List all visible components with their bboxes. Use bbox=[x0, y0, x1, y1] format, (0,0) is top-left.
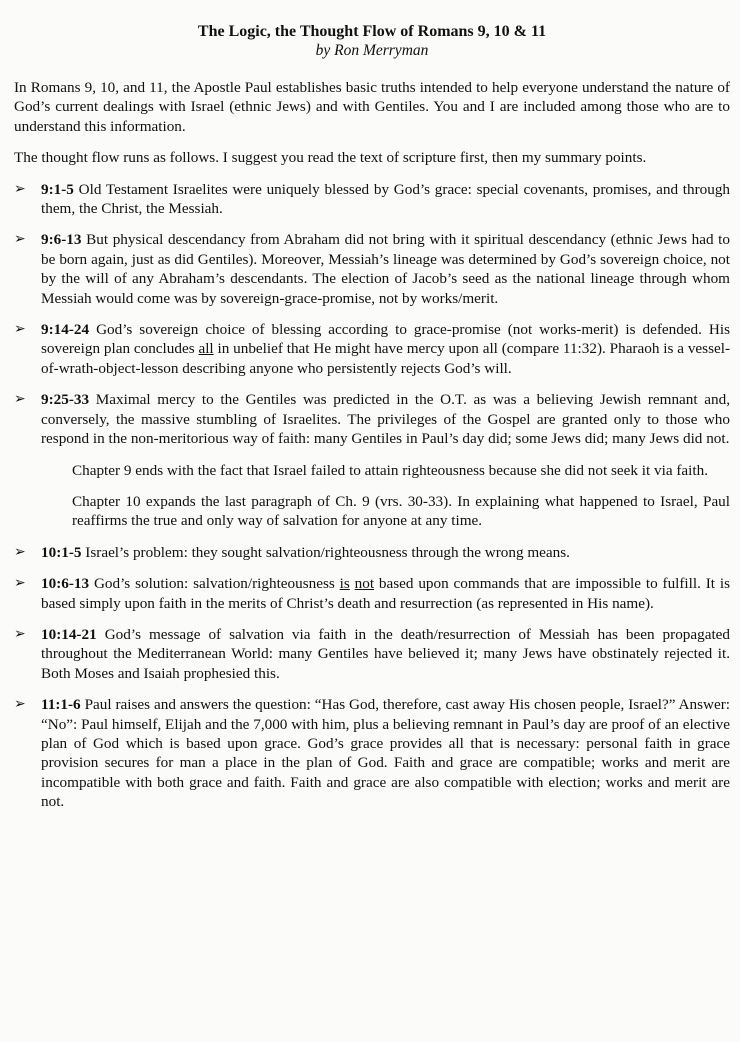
arrowhead-bullet-icon: ➢ bbox=[14, 321, 26, 338]
document-author: by Ron Merryman bbox=[315, 42, 429, 59]
arrowhead-bullet-icon: ➢ bbox=[14, 625, 26, 642]
point-text: Old Testament Israelites were uniquely blessed by God’s grace: special covenants, promises, and through them, the Christ, the Messiah. bbox=[41, 180, 731, 218]
scripture-ref: 10:6-13 bbox=[41, 575, 90, 593]
scripture-ref: 9:1-5 bbox=[41, 180, 74, 198]
point-text-cont: in unbelief that He might have mercy upon all (compare 11:32). Pharaoh is a vessel-of-wrath-object-lesson describing anyone who persistently rejects God’s will. bbox=[41, 340, 730, 377]
point-text: Israel’s problem: they sought salvation/righteousness through the wrong means. bbox=[85, 543, 570, 561]
arrowhead-bullet-icon: ➢ bbox=[14, 180, 26, 197]
scripture-ref: 11:1-6 bbox=[41, 696, 81, 714]
document-title: The Logic, the Thought Flow of Romans 9, 10 & 11 bbox=[197, 23, 547, 40]
point-text: But physical descendancy from Abraham did not bring with it spiritual descendancy (ethnic Jews had to be born again, just as did Gentiles). Moreover, Messiah’s lineage was determined by God’s sovereign choice, not by the will of any Abraham’s descendants. The election of Jacob’s seed as the national lineage through whom Messiah would come was by sovereign-grace-promise, not by works/merit. bbox=[41, 231, 730, 307]
intro-paragraph-1: In Romans 9, 10, and 11, the Apostle Paul establishes basic truths intended to help everyone understand the nature of God’s current dealings with Israel (ethnic Jews) and with Gentiles. You and I are included among those who are to understand this information. bbox=[14, 79, 730, 135]
underlined-word: not bbox=[354, 575, 375, 593]
chapter-note-2: Chapter 10 expands the last paragraph of Ch. 9 (vrs. 30-33). In explaining what happened to Israel, Paul reaffirms the true and only way of salvation for anyone at any time. bbox=[72, 492, 730, 530]
point-10-6-13 bbox=[14, 574, 730, 613]
point-10-1-5 bbox=[14, 543, 730, 562]
arrowhead-bullet-icon: ➢ bbox=[14, 231, 26, 248]
point-text-cont: based upon commands that are impossible to fulfill. It is based simply upon faith in the merits of Christ’s death and resurrection (as represented in His name). bbox=[41, 575, 730, 612]
point-11-1-6 bbox=[14, 695, 730, 811]
arrowhead-bullet-icon: ➢ bbox=[14, 391, 26, 408]
point-9-1-5 bbox=[14, 180, 730, 219]
scripture-ref: 10:14-21 bbox=[41, 625, 97, 643]
scripture-ref: 9:25-33 bbox=[41, 391, 90, 409]
arrowhead-bullet-icon: ➢ bbox=[14, 696, 26, 713]
scripture-ref: 9:6-13 bbox=[41, 231, 82, 249]
arrowhead-bullet-icon: ➢ bbox=[14, 575, 26, 592]
point-text: Paul raises and answers the question: “Has God, therefore, cast away His chosen people, Israel?” Answer: “No”: Paul himself, Elijah and the 7,000 with him, plus a believing remnant in Paul’s day are proof of an elective plan of God which is based upon grace. God’s grace provides all that is necessary: personal faith in grace provision secures for man a place in the plan of God. Faith and grace are compatible; works and merit are incompatible with both grace and faith. Faith and grace are also compatible with election; works and merit are not. bbox=[41, 696, 730, 811]
chapter-note-1: Chapter 9 ends with the fact that Israel failed to attain righteousness because she did not seek it via faith. bbox=[72, 461, 708, 479]
underlined-word: is bbox=[339, 575, 350, 593]
scripture-ref: 9:14-24 bbox=[41, 321, 90, 339]
point-10-14-21 bbox=[14, 625, 730, 683]
scripture-ref: 10:1-5 bbox=[41, 543, 82, 561]
arrowhead-bullet-icon: ➢ bbox=[14, 543, 26, 560]
intro-paragraph-2: The thought flow runs as follows. I suggest you read the text of scripture first, then my summary points. bbox=[14, 149, 647, 167]
point-text: God’s message of salvation via faith in the death/resurrection of Messiah has been propagated throughout the Mediterranean World: many Gentiles have believed it; many Jews have obstinately rejected it. Both Moses and Isaiah prophesied this. bbox=[41, 625, 731, 682]
point-9-6-13 bbox=[14, 230, 730, 308]
point-9-14-24 bbox=[14, 320, 730, 378]
point-text: God’s sovereign choice of blessing according to grace-promise (not works-merit) is defended. His sovereign plan concludes bbox=[41, 321, 730, 358]
point-text: Maximal mercy to the Gentiles was predicted in the O.T. as was a believing Jewish remnant and, conversely, the massive stumbling of Israelites. The privileges of the Gospel are granted only to those who respond in the non-meritorious way of faith: many Gentiles in Paul’s day did; some Jews did; many Jews did not. bbox=[41, 391, 731, 448]
point-9-25-33 bbox=[14, 390, 730, 448]
point-text: God’s solution: salvation/righteousness bbox=[93, 575, 340, 593]
underlined-word: all bbox=[198, 340, 214, 358]
